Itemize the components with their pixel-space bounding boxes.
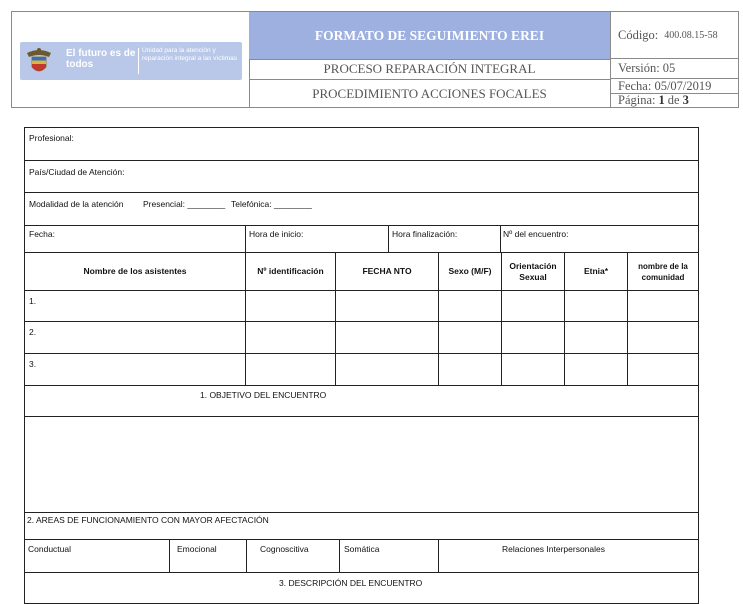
telefonica-field[interactable]: Telefónica: ________ bbox=[231, 199, 312, 209]
num-encuentro-cell[interactable] bbox=[501, 226, 698, 252]
hora-inicio-cell[interactable] bbox=[246, 226, 389, 252]
area-somatica-label: Somática bbox=[344, 544, 380, 554]
area-cognoscitiva[interactable] bbox=[247, 540, 340, 572]
row-number: 1. bbox=[29, 296, 37, 306]
code-label: Código: bbox=[618, 27, 659, 42]
descripcion-heading: 3. DESCRIPCIÓN DEL ENCUENTRO bbox=[279, 578, 423, 588]
areas-heading: 2. AREAS DE FUNCIONAMIENTO CON MAYOR AFECTACIÓN bbox=[27, 515, 269, 525]
code-field bbox=[611, 12, 739, 59]
area-emocional[interactable] bbox=[170, 540, 247, 572]
area-relaciones[interactable] bbox=[439, 540, 698, 572]
document-meta bbox=[610, 12, 739, 107]
objetivo-textarea[interactable] bbox=[25, 417, 698, 513]
sexo-cell[interactable] bbox=[439, 354, 502, 385]
areas-items-row bbox=[25, 540, 698, 573]
fecha-cell[interactable] bbox=[25, 226, 246, 252]
code-value: 400.08.15-58 bbox=[664, 29, 718, 41]
orientacion-cell[interactable] bbox=[502, 291, 565, 321]
presencial-field[interactable]: Presencial: ________ bbox=[143, 199, 226, 209]
hora-inicio-label: Hora de inicio: bbox=[249, 229, 304, 239]
document-header bbox=[11, 11, 739, 108]
process-name: PROCESO REPARACIÓN INTEGRAL bbox=[249, 59, 610, 80]
modalidad-row bbox=[25, 193, 698, 226]
col-orientacion: Orientación Sexual bbox=[502, 253, 565, 290]
area-relaciones-label: Relaciones Interpersonales bbox=[502, 544, 606, 554]
page-field bbox=[611, 94, 739, 107]
comunidad-cell[interactable] bbox=[628, 322, 698, 353]
page-of: de bbox=[667, 93, 680, 107]
orientacion-cell[interactable] bbox=[502, 322, 565, 353]
row-number: 3. bbox=[29, 359, 37, 369]
col-nombre: Nombre de los asistentes bbox=[25, 253, 246, 290]
areas-header-row bbox=[25, 513, 698, 540]
logo-main-text: El futuro es de todos bbox=[66, 48, 136, 70]
identificacion-cell[interactable] bbox=[246, 354, 336, 385]
procedure-name: PROCEDIMIENTO ACCIONES FOCALES bbox=[312, 85, 547, 101]
etnia-cell[interactable] bbox=[565, 322, 628, 353]
page-label: Página: bbox=[618, 93, 656, 107]
profesional-label: Profesional: bbox=[29, 133, 74, 143]
descripcion-header-row bbox=[25, 573, 698, 604]
fecha-label: Fecha: bbox=[29, 229, 55, 239]
fecha-row bbox=[25, 226, 698, 253]
etnia-cell[interactable] bbox=[565, 354, 628, 385]
col-comunidad: nombre de la comunidad bbox=[638, 261, 688, 282]
page-current: 1 bbox=[658, 93, 665, 107]
coat-of-arms-icon bbox=[24, 45, 54, 77]
fecha-nto-cell[interactable] bbox=[336, 322, 439, 353]
area-emocional-label: Emocional bbox=[177, 544, 217, 554]
profesional-row[interactable] bbox=[25, 128, 698, 161]
page-total: 3 bbox=[682, 93, 689, 107]
nombre-cell[interactable] bbox=[25, 291, 246, 321]
num-encuentro-label: Nº del encuentro: bbox=[503, 229, 569, 239]
document-title: FORMATO DE SEGUIMIENTO EREI bbox=[249, 12, 610, 60]
row-number: 2. bbox=[29, 327, 37, 337]
area-conductual-label: Conductual bbox=[28, 544, 72, 554]
orientacion-cell[interactable] bbox=[502, 354, 565, 385]
table-row bbox=[25, 322, 698, 354]
etnia-cell[interactable] bbox=[565, 291, 628, 321]
hora-fin-label: Hora finalización: bbox=[392, 229, 458, 239]
area-cognoscitiva-label: Cognoscitiva bbox=[260, 544, 309, 554]
nombre-cell[interactable] bbox=[25, 354, 246, 385]
identificacion-cell[interactable] bbox=[246, 291, 336, 321]
date-field: Fecha: 05/07/2019 bbox=[611, 80, 739, 94]
col-etnia: Etnia* bbox=[565, 253, 628, 290]
sexo-cell[interactable] bbox=[439, 291, 502, 321]
comunidad-cell[interactable] bbox=[628, 354, 698, 385]
unit-logo bbox=[20, 42, 242, 80]
table-row bbox=[25, 291, 698, 322]
comunidad-cell[interactable] bbox=[628, 291, 698, 321]
col-identificacion: Nº identificación bbox=[246, 253, 336, 290]
version-field: Versión: 05 bbox=[611, 59, 739, 79]
fecha-nto-cell[interactable] bbox=[336, 354, 439, 385]
table-row bbox=[25, 354, 698, 386]
attendees-header-row bbox=[25, 253, 698, 291]
col-fecha-nto: FECHA NTO bbox=[336, 253, 439, 290]
objetivo-header-row bbox=[25, 386, 698, 417]
logo-cell bbox=[12, 12, 250, 107]
area-somatica[interactable] bbox=[340, 540, 439, 572]
identificacion-cell[interactable] bbox=[246, 322, 336, 353]
fecha-nto-cell[interactable] bbox=[336, 291, 439, 321]
pais-ciudad-row[interactable] bbox=[25, 161, 698, 193]
objetivo-heading: 1. OBJETIVO DEL ENCUENTRO bbox=[200, 390, 327, 400]
nombre-cell[interactable] bbox=[25, 322, 246, 353]
pais-ciudad-label: País/Ciudad de Atención: bbox=[29, 167, 125, 177]
col-sexo: Sexo (M/F) bbox=[439, 253, 502, 290]
hora-fin-cell[interactable] bbox=[389, 226, 501, 252]
area-conductual[interactable] bbox=[25, 540, 170, 572]
logo-divider bbox=[138, 48, 139, 74]
logo-sub-text: Unidad para la atención y reparación integral a las víctimas bbox=[142, 47, 238, 62]
sexo-cell[interactable] bbox=[439, 322, 502, 353]
follow-up-form bbox=[24, 127, 699, 604]
modalidad-label: Modalidad de la atención bbox=[29, 199, 124, 209]
